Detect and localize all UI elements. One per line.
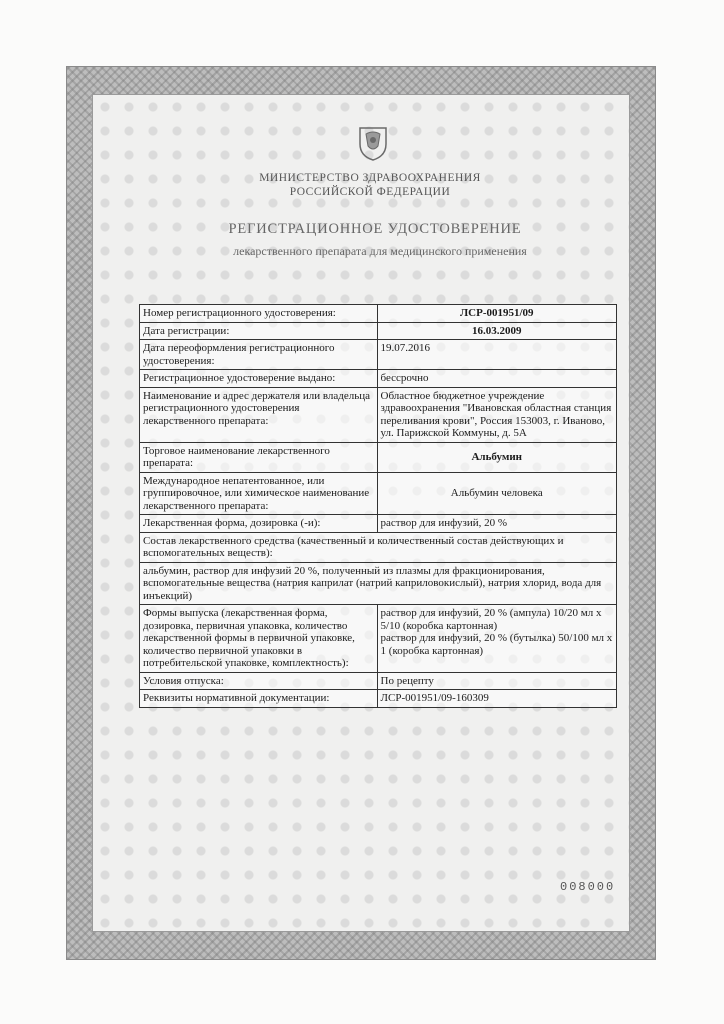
table-row [140, 605, 617, 673]
normative-label: Реквизиты нормативной документации: [140, 690, 378, 708]
dispensing-label: Условия отпуска: [140, 672, 378, 690]
release-forms-value [377, 605, 616, 673]
dosage-form-label: Лекарственная форма, дозировка (-и): [140, 515, 378, 533]
inn-label: Международное непатентованное, или группировочное, или химическое наименование лекарственного препарата: [140, 472, 378, 515]
ministry-line-1: МИНИСТЕРСТВО ЗДРАВООХРАНЕНИЯ [259, 172, 481, 184]
trade-name-value: Альбумин [377, 442, 616, 472]
trade-name-label: Торговое наименование лекарственного препарата: [140, 442, 378, 472]
reg-number-value: ЛСР-001951/09 [377, 305, 616, 323]
holder-value: Областное бюджетное учреждение здравоохранения "Ивановская областная станция переливания крови", Россия 153003, г. Иваново, ул. Парижской Коммуны, д. 5А [377, 387, 616, 442]
table-row [140, 532, 617, 562]
composition-value: альбумин, раствор для инфузий 20 %, полученный из плазмы для фракционирования, вспомогательные вещества (натрия каприлат (натрий каприловокислый), натрия хлорид, вода для инъекций) [140, 562, 617, 605]
inn-value: Альбумин человека [377, 472, 616, 515]
document-title: РЕГИСТРАЦИОННОЕ УДОСТОВЕРЕНИЕ [228, 221, 522, 237]
registration-table [139, 304, 617, 708]
reg-number-label: Номер регистрационного удостоверения: [140, 305, 378, 323]
table-row [140, 387, 617, 442]
normative-value: ЛСР-001951/09-160309 [377, 690, 616, 708]
table-row [140, 322, 617, 340]
serial-number: 008000 [560, 880, 616, 894]
release-form-2: раствор для инфузий, 20 % (бутылка) 50/100 мл х 1 (коробка картонная) [380, 632, 613, 657]
reissue-date-label: Дата переоформления регистрационного удостоверения: [140, 340, 378, 370]
reissue-date-value: 19.07.2016 [377, 340, 616, 370]
table-row [140, 305, 617, 323]
table-row [140, 690, 617, 708]
issued-label: Регистрационное удостоверение выдано: [140, 370, 378, 388]
table-row [140, 370, 617, 388]
table-row [140, 472, 617, 515]
reg-date-label: Дата регистрации: [140, 322, 378, 340]
reg-date-value: 16.03.2009 [377, 322, 616, 340]
release-forms-label: Формы выпуска (лекарственная форма, дозировка, первичная упаковка, количество лекарственной формы в первичной упаковке, количество первичной упаковки в потребительской упаковке, комплектность): [140, 605, 378, 673]
dosage-form-value: раствор для инфузий, 20 % [377, 515, 616, 533]
composition-heading: Состав лекарственного средства (качественный и количественный состав действующих и вспомогательных веществ): [140, 532, 617, 562]
release-form-1: раствор для инфузий, 20 % (ампула) 10/20 мл х 5/10 (коробка картонная) [380, 607, 602, 632]
table-row [140, 672, 617, 690]
table-row [140, 340, 617, 370]
table-row [140, 562, 617, 605]
ministry-name [220, 171, 520, 199]
coat-of-arms-icon [356, 124, 390, 162]
table-row [140, 515, 617, 533]
dispensing-value: По рецепту [377, 672, 616, 690]
issued-value: бессрочно [377, 370, 616, 388]
ministry-line-2: РОССИЙСКОЙ ФЕДЕРАЦИИ [289, 186, 451, 198]
table-row [140, 442, 617, 472]
holder-label: Наименование и адрес держателя или владельца регистрационного удостоверения лекарственного препарата: [140, 387, 378, 442]
document-subtitle: лекарственного препарата для медицинского применения [233, 244, 527, 258]
